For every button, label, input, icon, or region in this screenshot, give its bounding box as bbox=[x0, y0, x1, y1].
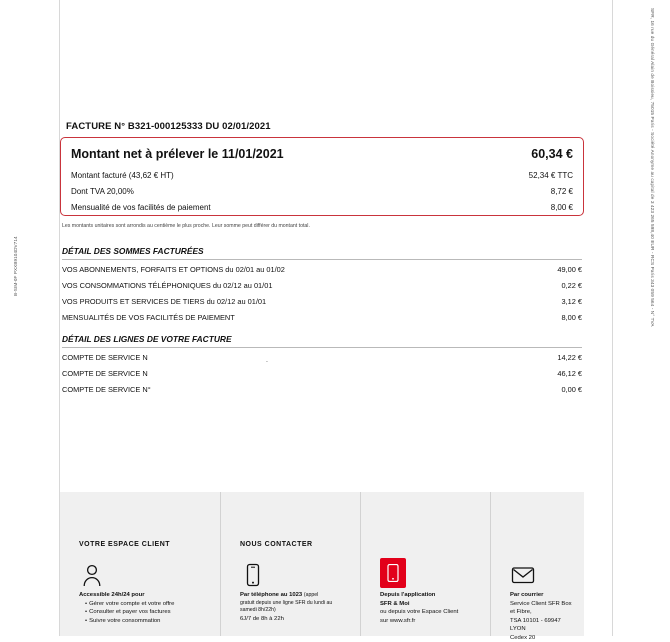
app-line3: ou depuis votre Espace Client bbox=[380, 609, 459, 616]
phone-icon bbox=[240, 562, 266, 588]
mail-line2: Service Client SFR Box et Fibre, bbox=[510, 600, 572, 616]
invoice-line-label: COMPTE DE SERVICE N bbox=[62, 369, 148, 378]
mail-line4: Cedex 20 bbox=[510, 634, 536, 641]
billed-sums-row bbox=[62, 265, 582, 274]
amount-due-box bbox=[60, 137, 584, 216]
billed-sums-label: VOS CONSOMMATIONS TÉLÉPHONIQUES du 02/12 au 01/01 bbox=[62, 281, 273, 290]
footer-body-espace-client bbox=[79, 591, 212, 625]
footer-body-app bbox=[380, 591, 483, 625]
list-item: • Consulter et payer vos factures bbox=[85, 608, 212, 617]
billed-sums-label: VOS PRODUITS ET SERVICES DE TIERS du 02/12 au 01/01 bbox=[62, 297, 267, 306]
invoice-line-row bbox=[62, 385, 582, 394]
installment-label: Mensualité de vos facilités de paiement bbox=[71, 203, 211, 212]
invoice-page bbox=[59, 0, 613, 641]
billed-sums-row bbox=[62, 313, 582, 322]
invoice-line-amount: 0,00 € bbox=[561, 385, 582, 394]
invoice-line-row bbox=[62, 369, 582, 378]
invoice-line-label: COMPTE DE SERVICE N bbox=[62, 353, 148, 362]
footer-col-espace-client bbox=[60, 492, 220, 636]
app-icon bbox=[380, 558, 406, 588]
document-reference-vertical: B-SIM-0F PXXB9104DV714 bbox=[13, 236, 18, 296]
billed-amount-row bbox=[71, 171, 573, 180]
user-icon bbox=[79, 562, 105, 588]
contact-line2: gratuit depuis une ligne SFR du lundi au bbox=[240, 599, 333, 606]
contact-line1-sub: (appel bbox=[303, 592, 319, 598]
billed-sums-amount: 3,12 € bbox=[561, 297, 582, 306]
billed-sums-row bbox=[62, 297, 582, 306]
footer-col-contact bbox=[220, 492, 361, 636]
vat-label: Dont TVA 20,00% bbox=[71, 187, 134, 196]
app-line1: Depuis l'application bbox=[380, 592, 436, 598]
invoice-line-amount: 14,22 € bbox=[557, 353, 582, 362]
billed-amount-value: 52,34 € TTC bbox=[528, 171, 573, 180]
espace-client-bullets bbox=[79, 600, 212, 626]
left-gutter bbox=[0, 0, 59, 636]
list-item: • Suivre votre consommation bbox=[85, 617, 212, 626]
billed-sums-amount: 8,00 € bbox=[561, 313, 582, 322]
invoice-line-row bbox=[62, 353, 582, 362]
installment-value: 8,00 € bbox=[550, 203, 573, 212]
vat-value: 8,72 € bbox=[550, 187, 573, 196]
mail-line3: TSA 10101 - 69947 LYON bbox=[510, 617, 561, 633]
rounding-disclaimer: Les montants unitaires sont arrondis au centième le plus proche. Leur somme peut différer du montant total. bbox=[62, 223, 310, 229]
footer-heading-espace-client: VOTRE ESPACE CLIENT bbox=[79, 541, 171, 548]
espace-client-line1: Accessible 24h/24 pour bbox=[79, 592, 145, 598]
billed-sums-row bbox=[62, 281, 582, 290]
footer-body-mail bbox=[510, 591, 577, 642]
app-line2: SFR & Moi bbox=[380, 600, 410, 607]
vat-row bbox=[71, 187, 573, 196]
footer-col-mail bbox=[490, 492, 585, 641]
section-divider-2 bbox=[62, 347, 582, 348]
app-line4: sur www.sfr.fr bbox=[380, 617, 416, 624]
legal-notice-vertical: SFR, 16 rue du Général Alain de Boissieu, 75015 Paris - Société Anonyme au capital de 3 423 265 598,40 EUR - RCS Paris 343 059 564 - N° TVA bbox=[650, 8, 655, 327]
amount-due-headline bbox=[71, 147, 573, 161]
billed-sums-label: VOS ABONNEMENTS, FORFAITS ET OPTIONS du 02/01 au 01/02 bbox=[62, 265, 285, 274]
contact-line1: Par téléphone au 1023 bbox=[240, 592, 303, 598]
invoice-title: FACTURE N° B321-000125333 DU 02/01/2021 bbox=[66, 121, 271, 132]
section-title-invoice-lines: DÉTAIL DES LIGNES DE VOTRE FACTURE bbox=[62, 334, 232, 344]
contact-line3: samedi 8h/22h) bbox=[240, 607, 276, 614]
footer-band bbox=[60, 492, 584, 641]
line-separator-dot: . bbox=[266, 357, 268, 364]
contact-line4: 6J/7 de 8h à 22h bbox=[240, 615, 284, 622]
amount-due-value: 60,34 € bbox=[531, 147, 573, 161]
billed-sums-amount: 49,00 € bbox=[557, 265, 582, 274]
footer-col-app bbox=[360, 492, 491, 636]
footer-body-contact bbox=[240, 591, 353, 623]
section-divider-1 bbox=[62, 259, 582, 260]
billed-amount-label: Montant facturé (43,62 € HT) bbox=[71, 171, 174, 180]
installment-row bbox=[71, 203, 573, 212]
amount-due-label: Montant net à prélever le 11/01/2021 bbox=[71, 147, 284, 161]
billed-sums-label: MENSUALITÉS DE VOS FACILITÉS DE PAIEMENT bbox=[62, 313, 235, 322]
invoice-line-label: COMPTE DE SERVICE N° bbox=[62, 385, 151, 394]
mail-icon bbox=[510, 562, 536, 588]
invoice-line-amount: 46,12 € bbox=[557, 369, 582, 378]
section-title-billed-sums: DÉTAIL DES SOMMES FACTURÉES bbox=[62, 246, 204, 256]
billed-sums-amount: 0,22 € bbox=[561, 281, 582, 290]
mail-line1: Par courrier bbox=[510, 592, 544, 598]
footer-heading-contact: NOUS CONTACTER bbox=[240, 541, 313, 548]
right-gutter bbox=[611, 0, 670, 636]
contact-line1-wrap bbox=[240, 591, 353, 600]
list-item: • Gérer votre compte et votre offre bbox=[85, 600, 212, 609]
